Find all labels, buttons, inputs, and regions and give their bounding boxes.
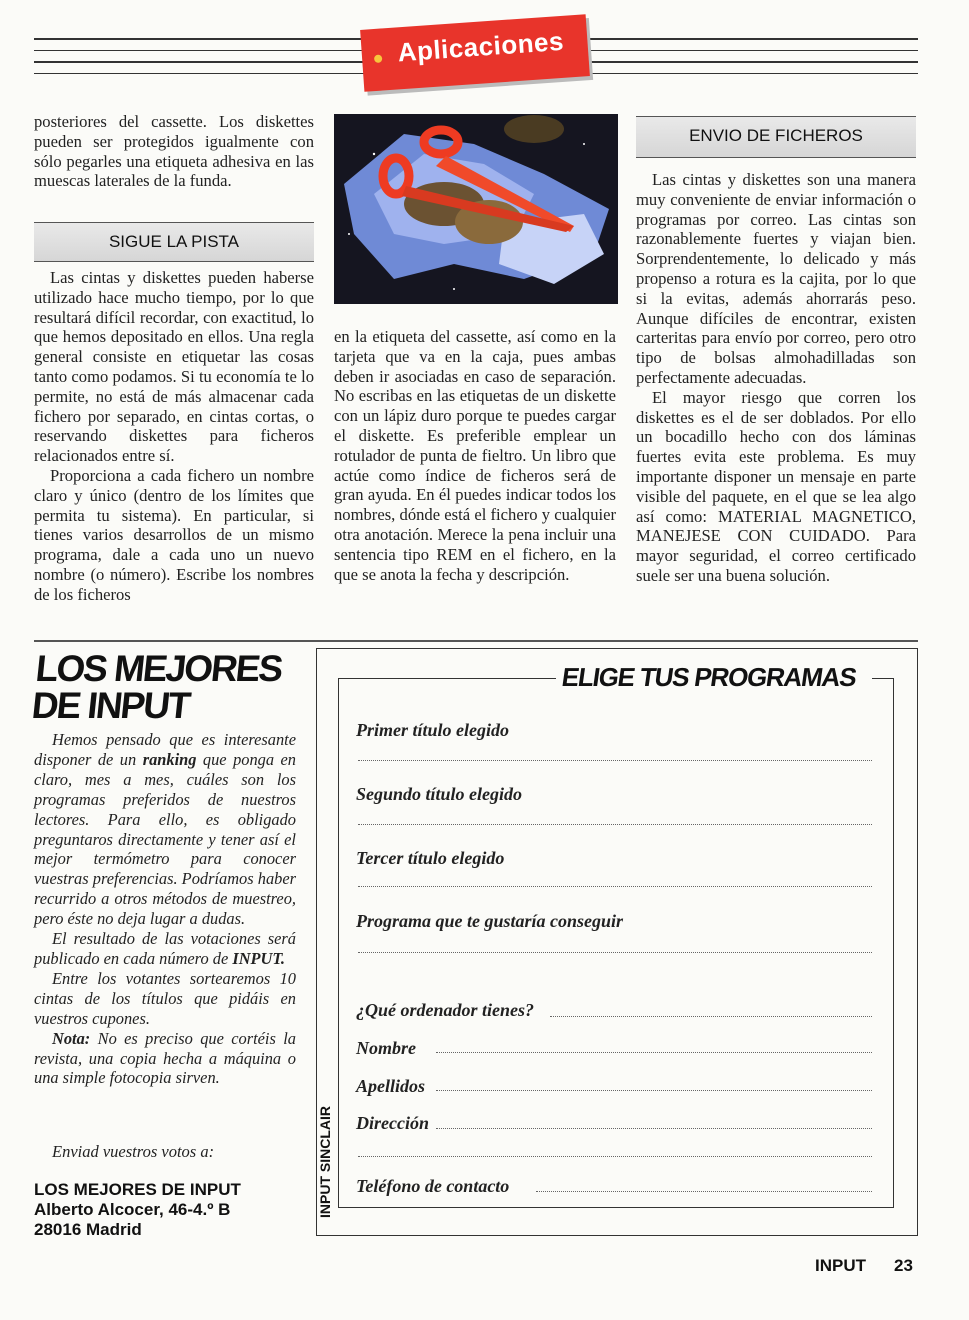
field-label-name: Nombre — [356, 1038, 416, 1058]
field-second-title[interactable] — [358, 824, 872, 825]
promo-paragraph-4 — [34, 1029, 296, 1089]
ranking-emphasis: ranking — [142, 749, 197, 769]
field-third-title[interactable] — [358, 886, 872, 887]
field-address-line-2[interactable] — [358, 1156, 872, 1157]
field-computer[interactable] — [550, 1016, 872, 1017]
footer-magazine-name: INPUT — [815, 1256, 866, 1275]
coupon-top-rule — [872, 678, 894, 679]
column-1 — [34, 112, 314, 191]
field-label-wished-program: Programa que te gustaría conseguir — [356, 911, 624, 931]
bullet-icon — [374, 54, 383, 63]
address-line-3: 28016 Madrid — [34, 1220, 142, 1239]
field-label-phone: Teléfono de contacto — [356, 1176, 510, 1196]
field-first-title[interactable] — [358, 760, 872, 761]
col2-paragraph-1: en la etiqueta del cassette, así como en la tarjeta que va en la caja, pues ambas deben ir asociadas en caso de separación. No escribas en las etiquetas de un diskette con un lápiz duro porque te puedes cargar el diskette. Es preferible emplear un rotulador de punta de fieltro. Un libro que actúe como índice de ficheros será de gran ayuda. En él puedes indicar todos los nombres, dónde está el fichero y cualquier otra anotación. Merece la pena incluir una sentencia tipo REM en el fichero, en la que se anota la fecha y descripción. — [334, 327, 616, 584]
input-emphasis: INPUT. — [232, 948, 285, 968]
page-number: 23 — [894, 1256, 913, 1275]
heading-envio-de-ficheros: ENVIO DE FICHEROS — [636, 116, 916, 158]
column-1-body — [34, 268, 314, 605]
col3-paragraph-2: El mayor riesgo que corren los diskettes es el de ser doblados. Por ello un bocadillo hecho con dos láminas fuertes evita este problema. Es muy importante disponer un mensaje en parte visible del paquete, en el que se lea algo así como: MATERIAL MAGNETICO, MANEJESE CON CUIDADO. Para mayor seguridad, el correo certificado suele ser una buena solución. — [636, 387, 916, 585]
section-tag-label: Aplicaciones — [396, 25, 565, 68]
field-label-first-title: Primer título elegido — [356, 720, 509, 740]
header-rule-left — [34, 38, 364, 82]
heading-sigue-la-pista: SIGUE LA PISTA — [34, 222, 314, 262]
promo-paragraph-2 — [34, 929, 296, 969]
field-address[interactable] — [436, 1128, 872, 1129]
field-phone[interactable] — [536, 1191, 872, 1192]
field-label-second-title: Segundo título elegido — [356, 784, 523, 804]
promo-text-span: El resultado de las votaciones será publicado en cada número de — [34, 929, 296, 968]
header-rule-right — [588, 38, 918, 82]
promo-text-span: que ponga en claro, mes a mes, cuáles son los programas preferidos de nuestros lectores. Para ello, es obligado preguntaros directamente y tener así el mejor termómetro para conocer vuestras preferencias. Podríamos haber recurrido a otros métodos de muestreo, pero éste no deja lugar a dudas. — [34, 749, 296, 929]
field-label-surname: Apellidos — [356, 1076, 426, 1096]
note-label: Nota: — [52, 1028, 91, 1048]
scissors-photo — [334, 114, 618, 304]
promo-text — [34, 730, 296, 1088]
promo-paragraph-1 — [34, 730, 296, 929]
field-label-computer: ¿Qué ordenador tienes? — [356, 1000, 535, 1020]
promo-paragraph-3: Entre los votantes sortearemos 10 cintas de los títulos que pidáis en vuestros cupones. — [34, 968, 296, 1028]
field-surname[interactable] — [436, 1090, 872, 1091]
mailing-address — [34, 1180, 241, 1240]
col1-paragraph-1: posteriores del cassette. Los diskettes pueden ser protegidos igualmente con sólo pegarles una etiqueta adhesiva en las muescas laterales de la funda. — [34, 112, 314, 191]
promo-title — [30, 650, 318, 724]
col3-paragraph-1: Las cintas y diskettes son una manera muy conveniente de enviar información o programas por correo. Las cintas son razonablemente fuertes y viajan bien. Sorprendentemente, lo delicado y más propenso a rotura es la cajita, por lo que si la evitas, además ahorrarás peso. Aunque difíciles de encontrar, existen carteritas para envío por correo, pero otro tipo de bolsas almohadilladas son perfectamente adecuadas. — [636, 170, 916, 387]
field-label-address: Dirección — [356, 1113, 429, 1133]
address-line-2: Alberto Alcocer, 46-4.º B — [34, 1200, 231, 1219]
field-name[interactable] — [436, 1052, 872, 1053]
promo-text-span: No es preciso que cortéis la revista, una copia hecha a máquina o una simple fotocopia sirven. — [34, 1028, 296, 1088]
address-line-1: LOS MEJORES DE INPUT — [34, 1180, 241, 1199]
section-divider — [34, 640, 918, 642]
coupon-side-label: INPUT SINCLAIR — [317, 1106, 333, 1218]
section-tag — [360, 14, 590, 92]
column-3 — [636, 170, 916, 586]
col1-paragraph-3: Proporciona a cada fichero un nombre claro y único (dentro de los límites que permita tu sistema). En particular, si tienes varios desarrollos de un mismo programa, dale a cada uno un nuevo nombre (o número). Escribe los nombres de los ficheros — [34, 465, 314, 604]
field-label-third-title: Tercer título elegido — [356, 848, 505, 868]
promo-text-span: Hemos pensado que es interesante disponer de un — [34, 730, 296, 769]
coupon-top-rule — [338, 678, 556, 679]
send-votes-label: Enviad vuestros votos a: — [52, 1142, 215, 1161]
coupon-title: ELIGE TUS PROGRAMAS — [558, 662, 860, 693]
col1-paragraph-2: Las cintas y diskettes pueden haberse utilizado hace mucho tiempo, por lo que resultará difícil recordar, con exactitud, lo que hemos depositado en ellos. Una regla general consiste en etiquetar las cosas tanto como podamos. Si tu economía te lo permite, no está de más almacenar cada fichero por separado, en cintas cortas, o reservando diskettes para ficheros relacionados entre sí. — [34, 268, 314, 466]
promo-title-line-1: LOS MEJORES — [33, 648, 284, 689]
field-wished-program[interactable] — [358, 952, 872, 953]
promo-title-line-2: DE INPUT — [29, 685, 191, 726]
column-2 — [334, 327, 616, 584]
